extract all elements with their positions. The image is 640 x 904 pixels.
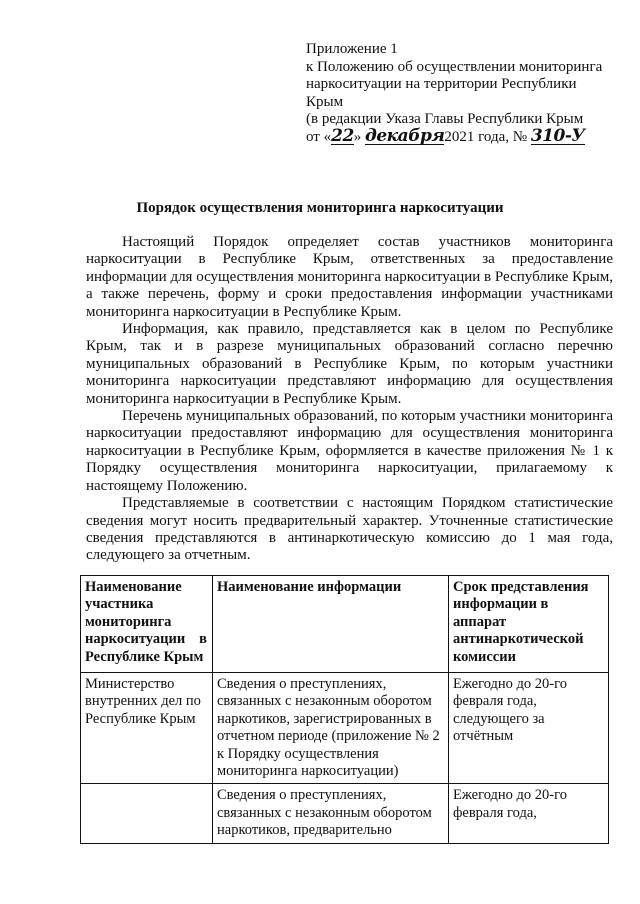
appendix-line: наркоситуации на территории Республики — [306, 76, 577, 92]
table-header-row — [81, 576, 609, 673]
paragraph: Перечень муниципальных образований, по которым участники мониторинга наркоситуации предоставляют информацию для осуществления мониторинга наркоситуации в Республике Крым, оформляется в качестве приложения № 1 к Порядку осуществления мониторинга наркоситуации, прилагаемому к настоящему Положению. — [86, 408, 613, 494]
cell-participant: Министерство внутренних дел по Республике Крым — [81, 673, 213, 784]
handwritten-day: 22 — [331, 125, 354, 146]
table-row — [81, 784, 609, 843]
body-text — [86, 234, 613, 565]
appendix-date-line: от «22» декабря2021 года, № 310-У — [306, 125, 585, 146]
year-text: 2021 года, № — [444, 128, 528, 145]
appendix-header — [306, 41, 628, 146]
document-title: Порядок осуществления мониторинга наркоситуации — [136, 200, 504, 216]
appendix-line: к Положению об осуществлении мониторинга — [306, 58, 603, 75]
cell-deadline: Ежегодно до 20-го февраля года, — [449, 784, 609, 843]
paragraph: Представляемые в соответствии с настоящим Порядком статистические сведения могут носить предварительный характер. Уточненные статистические сведения представляются в антинаркотическую комиссию до 1 мая года, следующего за отчетным. — [86, 495, 613, 564]
cell-deadline: Ежегодно до 20-го февраля года, следующего за отчётным — [449, 673, 609, 784]
handwritten-number: 310-У — [530, 125, 585, 146]
cell-information: Сведения о преступлениях, связанных с незаконным оборотом наркотиков, зарегистрированных в отчетном периоде (приложение № 2 к Порядку осуществления мониторинга наркоситуации) — [213, 673, 449, 784]
appendix-line: Приложение 1 — [306, 41, 398, 57]
cell-information: Сведения о преступлениях, связанных с незаконным оборотом наркотиков, предварительно — [213, 784, 449, 843]
monitoring-table — [80, 575, 609, 844]
cell-participant — [81, 784, 213, 843]
appendix-line: (в редакции Указа Главы Республики Крым — [306, 111, 584, 127]
handwritten-month: декабря — [365, 125, 445, 146]
table-row — [81, 673, 609, 784]
paragraph: Настоящий Порядок определяет состав участников мониторинга наркоситуации в Республике Крым, ответственных за предоставление информации для осуществления мониторинга наркоситуации в Республике Крым, а также перечень, форму и сроки предоставления информации участниками мониторинга наркоситуации в Республике Крым. — [86, 234, 613, 320]
header-participant: Наименование участника мониторинга наркоситуации в Республике Крым — [81, 576, 213, 673]
paragraph: Информация, как правило, представляется как в целом по Республике Крым, так и в разрезе муниципальных образований согласно перечню муниципальных образований в Республике Крым, по которым участники мониторинга наркоситуации представляют информацию для осуществления мониторинга наркоситуации в Республике Крым. — [86, 321, 613, 407]
header-deadline: Срок представления информации в аппарат антинаркотической комиссии — [449, 576, 609, 673]
date-prefix: от « — [306, 128, 332, 145]
appendix-line: Крым — [306, 93, 344, 110]
header-information: Наименование информации — [213, 576, 449, 673]
